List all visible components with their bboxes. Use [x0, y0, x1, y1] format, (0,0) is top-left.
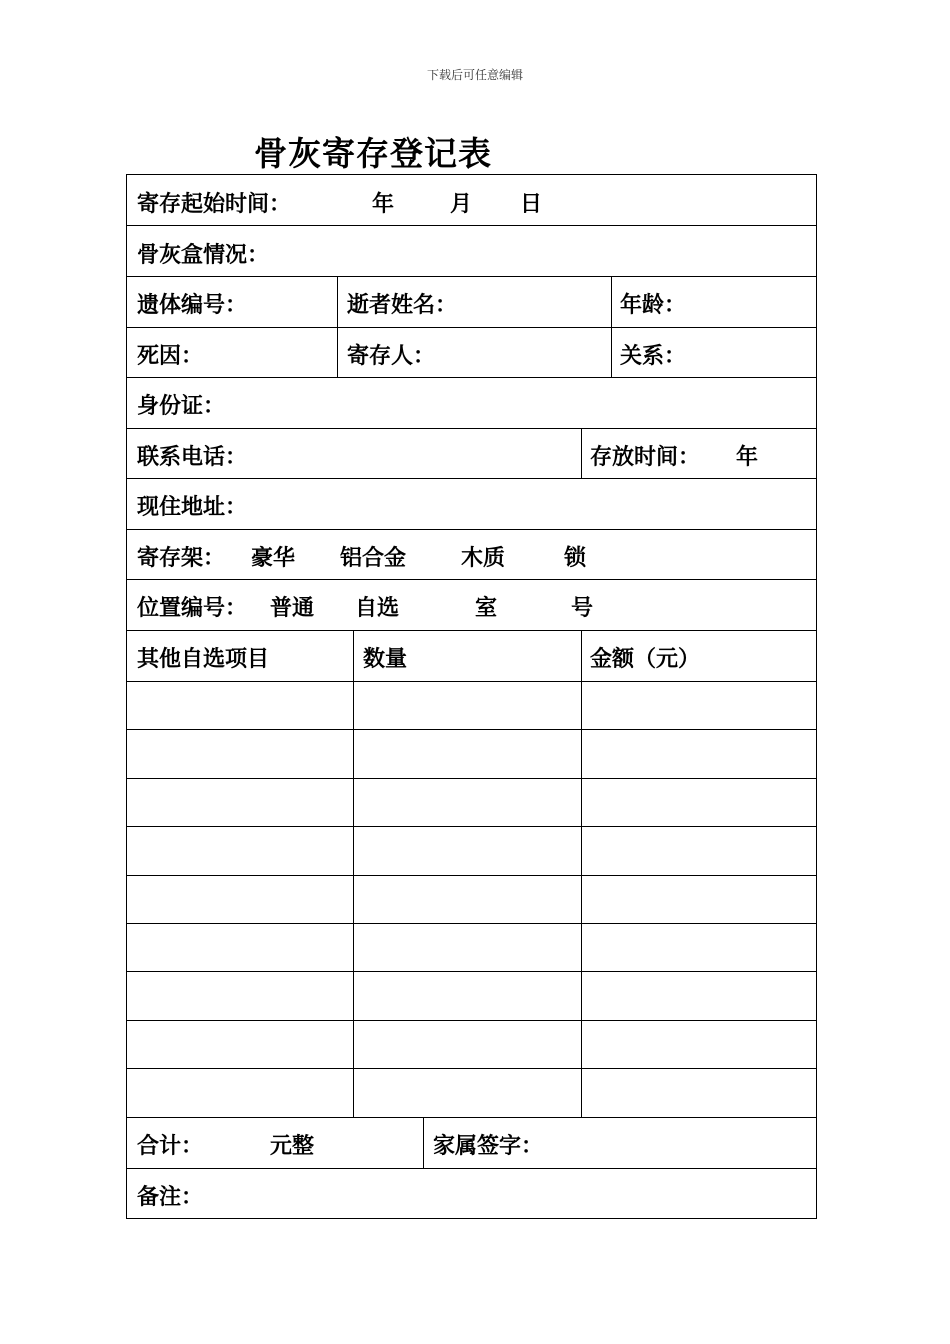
quantity-cell[interactable] — [354, 1021, 582, 1068]
amount-cell[interactable] — [582, 924, 816, 971]
registration-form — [126, 174, 817, 1219]
cell-storage-period — [582, 429, 816, 478]
position-option-standard: 普通 — [270, 595, 315, 621]
shelf-label: 寄存架： — [137, 545, 226, 571]
row-body-info — [127, 277, 816, 328]
total-label: 合计： — [137, 1133, 204, 1159]
amount-cell[interactable] — [582, 1069, 816, 1117]
start-time-day: 日 — [520, 191, 543, 217]
quantity-cell[interactable] — [354, 827, 582, 875]
row-start-time — [127, 175, 816, 226]
storage-period-year: 年 — [736, 444, 759, 470]
quantity-cell[interactable] — [354, 682, 582, 729]
age-label: 年龄： — [620, 292, 687, 318]
amount-cell[interactable] — [582, 1021, 816, 1068]
cell-phone — [127, 429, 582, 478]
header-cell-item — [127, 631, 354, 681]
cell-age — [612, 277, 816, 327]
table-row — [127, 924, 816, 972]
cause-of-death-label: 死因： — [137, 343, 204, 369]
header-note: 下载后可任意编辑 — [426, 68, 523, 82]
quantity-cell[interactable] — [354, 779, 582, 826]
body-no-label: 遗体编号： — [137, 292, 248, 318]
row-phone — [127, 429, 816, 479]
table-row — [127, 779, 816, 827]
address-label: 现住地址： — [137, 494, 248, 520]
row-address — [127, 479, 816, 530]
item-cell[interactable] — [127, 827, 354, 875]
total-unit: 元整 — [270, 1133, 315, 1159]
item-cell[interactable] — [127, 779, 354, 826]
storage-period-label: 存放时间： — [590, 444, 701, 470]
depositor-label: 寄存人： — [347, 343, 436, 369]
row-remarks — [127, 1169, 816, 1218]
position-option-custom: 自选 — [355, 595, 400, 621]
start-time-month: 月 — [450, 191, 473, 217]
remarks-label: 备注： — [137, 1184, 204, 1210]
row-urn-condition — [127, 226, 816, 277]
cell-body-no — [127, 277, 338, 327]
table-row — [127, 876, 816, 924]
shelf-option-lock: 锁 — [564, 545, 587, 571]
amount-cell[interactable] — [582, 827, 816, 875]
item-cell[interactable] — [127, 876, 354, 923]
row-depositor-info — [127, 328, 816, 378]
item-cell[interactable] — [127, 730, 354, 778]
quantity-cell[interactable] — [354, 1069, 582, 1117]
quantity-cell[interactable] — [354, 924, 582, 971]
header-quantity-label: 数量 — [363, 646, 408, 672]
shelf-option-aluminum: 铝合金 — [340, 545, 407, 571]
cell-cause-of-death — [127, 328, 338, 377]
shelf-option-luxury: 豪华 — [251, 545, 296, 571]
header-item-label: 其他自选项目 — [137, 646, 270, 672]
form-title: 骨灰寄存登记表 — [254, 134, 492, 173]
table-row — [127, 1021, 816, 1069]
start-time-year: 年 — [372, 191, 395, 217]
table-row — [127, 827, 816, 876]
deceased-name-label: 逝者姓名： — [347, 292, 458, 318]
cell-total — [127, 1118, 424, 1168]
item-cell[interactable] — [127, 1021, 354, 1068]
cell-family-signature — [424, 1118, 816, 1168]
amount-cell[interactable] — [582, 682, 816, 729]
position-room: 室 — [475, 595, 498, 621]
id-card-label: 身份证： — [137, 393, 226, 419]
relation-label: 关系： — [620, 343, 687, 369]
item-cell[interactable] — [127, 972, 354, 1020]
table-row — [127, 1069, 816, 1118]
row-position — [127, 580, 816, 631]
amount-cell[interactable] — [582, 972, 816, 1020]
quantity-cell[interactable] — [354, 876, 582, 923]
table-row — [127, 682, 816, 730]
family-signature-label: 家属签字： — [433, 1133, 544, 1159]
items-table-header — [127, 631, 816, 682]
header-amount-label: 金额（元） — [590, 646, 701, 672]
item-cell[interactable] — [127, 1069, 354, 1117]
row-shelf — [127, 530, 816, 580]
header-cell-amount — [582, 631, 816, 681]
quantity-cell[interactable] — [354, 972, 582, 1020]
cell-deceased-name — [338, 277, 612, 327]
amount-cell[interactable] — [582, 876, 816, 923]
table-row — [127, 972, 816, 1021]
amount-cell[interactable] — [582, 730, 816, 778]
quantity-cell[interactable] — [354, 730, 582, 778]
shelf-option-wood: 木质 — [461, 545, 506, 571]
amount-cell[interactable] — [582, 779, 816, 826]
item-cell[interactable] — [127, 924, 354, 971]
row-id-card — [127, 378, 816, 429]
position-number: 号 — [571, 595, 594, 621]
phone-label: 联系电话： — [137, 444, 248, 470]
position-label: 位置编号： — [137, 595, 248, 621]
cell-depositor — [338, 328, 612, 377]
table-row — [127, 730, 816, 779]
item-cell[interactable] — [127, 682, 354, 729]
urn-condition-label: 骨灰盒情况： — [137, 242, 270, 268]
start-time-label: 寄存起始时间： — [137, 191, 292, 217]
header-cell-quantity — [354, 631, 582, 681]
cell-relation — [612, 328, 816, 377]
row-total — [127, 1118, 816, 1169]
